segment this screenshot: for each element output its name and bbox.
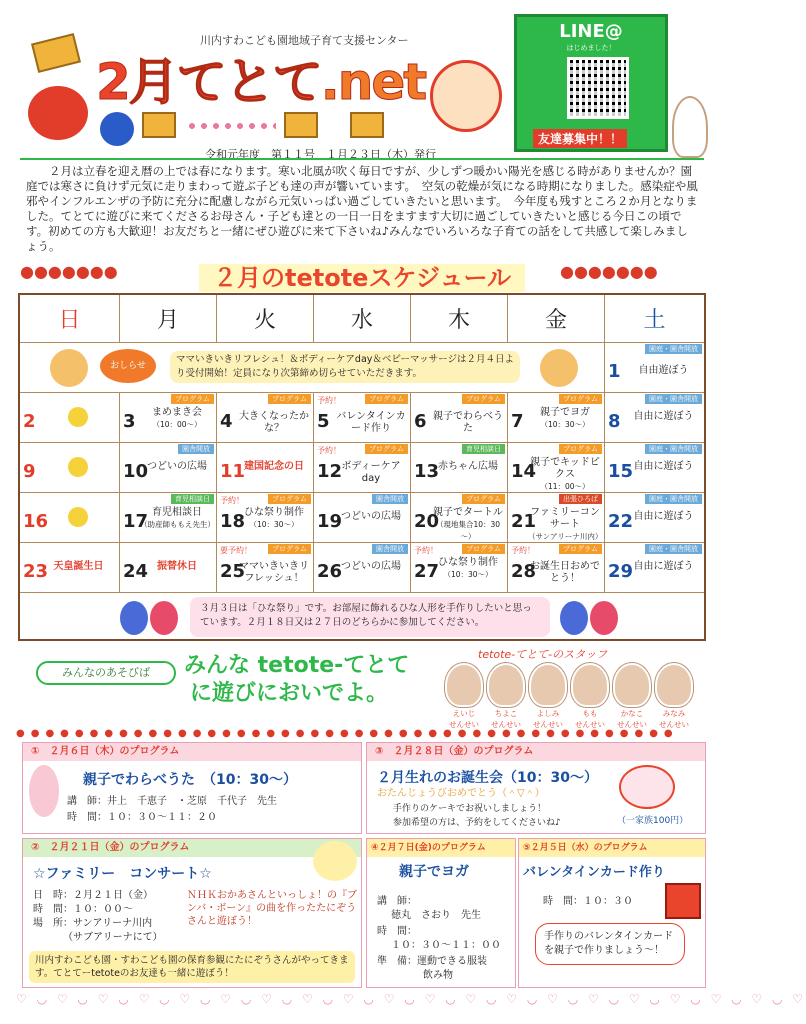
oni-decoration-left: ●●●●●●●	[20, 262, 118, 281]
cal-day	[20, 493, 120, 543]
tag-prog: プログラム	[462, 494, 505, 504]
day-number: 3	[123, 411, 136, 432]
schedule-title	[0, 258, 724, 292]
event-label	[237, 461, 311, 473]
cal-day	[120, 443, 217, 493]
event-title: 天皇誕生日	[53, 561, 104, 572]
program-2-bottom: 川内すわこども園・すわこども園の保育参観にたにぞうさんがやってきます。てとてーtetoteのお友達も一緒に遊ぼう！	[29, 951, 355, 983]
rabbit-band-decoration: ♡ ◡ ♡ ◡ ♡ ◡ ♡ ◡ ♡ ◡ ♡ ◡ ♡ ◡ ♡ ◡ ♡ ◡ ♡ ◡ ♡ ◡ ♡ ◡ ♡ ◡ ♡ ◡ ♡ ◡ ♡ ◡ ♡ ◡ ♡ ◡ ♡ ◡ ♡	[16, 992, 806, 1006]
cal-day	[411, 493, 508, 543]
tag-prog: プログラム	[559, 544, 602, 554]
cal-day	[605, 393, 704, 443]
staff-title: tetote-てとて-のスタッフ	[478, 648, 608, 661]
event-label	[140, 507, 214, 531]
center-name: 川内すわこども園地域子育て支援センター	[200, 34, 409, 47]
program-2	[22, 838, 362, 988]
event-title: まめまき会	[152, 407, 202, 418]
logo-main: 2月てとて	[96, 53, 321, 111]
event-title: 振替休日	[157, 561, 197, 572]
reservation-note: 予約！	[317, 446, 341, 455]
event-title: ボディーケアday	[341, 461, 401, 484]
day-number: 28	[511, 561, 537, 582]
staff-role: せんせい	[491, 720, 521, 729]
program-4	[366, 838, 516, 988]
hina-cell	[20, 593, 704, 643]
tag-prog: プログラム	[559, 394, 602, 404]
day-number: 10	[123, 461, 149, 482]
program-3-line-2: 参加希望の方は、予約をしてくださいね♪	[393, 818, 561, 828]
day-number: 5	[317, 411, 330, 432]
day-number: 11	[220, 461, 246, 482]
schedule-title-text: ２月のtetoteスケジュール	[199, 264, 525, 292]
tag-prog: プログラム	[559, 444, 602, 454]
chick-icon	[68, 407, 88, 427]
tag-prog: プログラム	[268, 394, 311, 404]
hina-doll-icon	[590, 601, 618, 635]
bean-box-icon	[284, 112, 318, 138]
program-4-line-2: 徳丸 さおり 先生	[391, 910, 481, 921]
tag-open: 園舎開放	[372, 544, 408, 554]
day-fri: 金	[508, 295, 605, 343]
cal-day	[605, 443, 704, 493]
event-title: 親子でわらべうた	[433, 411, 503, 434]
day-number: 13	[414, 461, 440, 482]
tag-prog: プログラム	[268, 544, 311, 554]
bean-box-icon	[142, 112, 176, 138]
event-label	[40, 561, 117, 573]
event-label	[140, 407, 214, 431]
event-title: バレンタインカード作り	[336, 411, 406, 434]
program-2-line-3: 場 所：サンアリーナ川内	[33, 918, 153, 929]
program-5-bubble: 手作りのバレンタインカードを親子で作りましょう～！	[535, 923, 685, 965]
event-label	[140, 461, 214, 473]
cal-day	[605, 493, 704, 543]
cal-day	[20, 393, 120, 443]
program-3-price: （一家族100円）	[617, 816, 689, 826]
program-4-line-5: 準 備：運動できる服装	[377, 956, 487, 967]
cat-icon	[50, 349, 88, 387]
program-2-line-2: 時 間：１０：００～	[33, 904, 133, 915]
staff-member	[612, 663, 652, 729]
cal-day	[411, 393, 508, 443]
cal-day	[605, 343, 704, 393]
event-label	[431, 461, 505, 473]
event-label	[237, 561, 311, 585]
program-5	[518, 838, 706, 988]
calendar-week	[20, 543, 704, 593]
program-1-head: ① ２月６日（木）のプログラム	[23, 743, 361, 761]
program-5-title: バレンタインカード作り	[523, 865, 665, 880]
oni-mascot-icon	[28, 86, 88, 140]
hina-row	[20, 593, 704, 643]
staff-photo	[655, 663, 693, 707]
line-title: LINE@	[559, 21, 623, 42]
event-title: つどいの広場	[341, 511, 401, 522]
event-time: （サンアリーナ川内）	[528, 532, 603, 541]
program-3-line-1: 手作りのケーキでお祝いしましょう！	[393, 804, 547, 814]
staff-name: よしみ	[536, 709, 560, 718]
oni-decoration-right: ●●●●●●●	[560, 262, 658, 281]
reservation-note: 予約！	[220, 496, 244, 505]
day-number: 8	[608, 411, 621, 432]
cal-day	[217, 493, 314, 543]
cal-day	[217, 543, 314, 593]
program-4-title: 親子でヨガ	[399, 864, 469, 880]
event-label	[431, 557, 505, 581]
cal-day	[508, 443, 605, 493]
staff-name: もも	[582, 709, 598, 718]
cal-day	[314, 493, 411, 543]
asobi-line-1: みんな tetote-てとて	[184, 653, 410, 678]
staff-member	[528, 663, 568, 729]
event-title: 親子でヨガ	[540, 407, 590, 418]
qr-code-icon[interactable]	[567, 57, 629, 119]
program-2-line-1: 日 時：２月２１日（金）	[33, 890, 153, 901]
hina-text: ３月３日は「ひな祭り」です。お部屋に飾れるひな人形を手作りしたいと思っています。２月１８日又は２７日のどちらかに参加してください。	[190, 597, 550, 637]
event-time: （10：30～）	[540, 420, 590, 429]
tag-prog: プログラム	[365, 394, 408, 404]
event-time: （10：00～）	[152, 420, 202, 429]
day-number: 14	[511, 461, 537, 482]
logo-net: .net	[320, 53, 426, 111]
cal-day	[411, 543, 508, 593]
tag-open: 園舎開放	[372, 494, 408, 504]
event-time: （10：30～）	[443, 570, 493, 579]
intro-text: ２月は立春を迎え暦の上では春になります。寒い北風が吹く毎日ですが、少しずつ暖かい陽光を感じる時がありませんか？園庭では寒さに負けず元気に走りまわって遊ぶ子ども達の声が響いています。 空気の乾燥が気になる時期になりました。感染症や風邪やインフルエンザの予防に充分に配慮しながら元気いっぱい過ごしていきたいと思います。 今年度も残すところ２か月となりました。てとてに遊びに来てくださるお母さん・子ども達との一日一日をますます大切に過ごしていきたいと感じる今日この頃です。初めての方も大歓迎！お友だちと一緒にぜひ遊びに来て下さいね♪みんなでいろいろな子育ての話をして共感して楽しみましょう。	[20, 158, 704, 250]
program-4-line-3: 時 間：	[377, 926, 417, 937]
staff-name: かなこ	[620, 709, 644, 718]
event-title: ひな祭り制作	[244, 507, 304, 518]
oshirase-badge: おしらせ	[100, 349, 156, 383]
reservation-note: 予約！	[511, 546, 535, 555]
day-number: 2	[23, 411, 36, 432]
day-tue: 火	[217, 295, 314, 343]
day-number: 21	[511, 511, 537, 532]
cal-day	[411, 443, 508, 493]
event-title: ママいきいきリフレッシュ！	[239, 561, 309, 584]
program-2-title: ☆ファミリー コンサート☆	[33, 866, 212, 882]
event-time: （現地集合10：30～）	[435, 520, 501, 541]
oni-band-decoration: ●●●●●●●●●●●●●●●●●●●●●●●●●●●●●●●●●●●●●●●●●●●●●	[16, 728, 679, 739]
staff-member	[570, 663, 610, 729]
asobi-line-2: に遊びにおいでよ。	[190, 681, 389, 706]
issue-line: 令和元年度 第１１号 １月２３日（木）発行	[205, 148, 436, 161]
tag-open: 園庭・園舎開放	[645, 544, 702, 554]
day-number: 9	[23, 461, 36, 482]
program-1-line-2: 時 間：１０：３０～１１：２０	[67, 812, 217, 823]
day-number: 29	[608, 561, 634, 582]
event-time: （助産師ももえ先生）	[140, 520, 215, 529]
calendar-weeks	[20, 393, 704, 593]
reservation-note: 予約！	[317, 396, 341, 405]
cal-day	[508, 493, 605, 543]
event-title: お誕生日おめでとう！	[530, 561, 600, 584]
program-2-head: ② ２月２１日（金）のプログラム	[23, 839, 361, 857]
cal-day	[508, 393, 605, 443]
staff-name: えいじ	[452, 709, 476, 718]
event-label	[334, 561, 408, 573]
cal-day	[508, 543, 605, 593]
event-label	[625, 511, 702, 523]
bear-icon	[540, 349, 578, 387]
program-1-line-1: 講 師：井上 千恵子 ・芝原 千代子 先生	[67, 796, 277, 807]
event-time: （11：00～）	[540, 482, 590, 491]
cal-day	[314, 393, 411, 443]
staff-photo	[613, 663, 651, 707]
event-title: 親子でタートル	[433, 507, 503, 518]
asobi-pill: みんなのあそびば	[36, 661, 176, 685]
day-number: 26	[317, 561, 343, 582]
event-title: 自由に遊ぼう	[633, 511, 694, 522]
day-mon: 月	[120, 295, 217, 343]
dot-decoration	[186, 122, 276, 130]
event-label	[334, 411, 408, 435]
day-wed: 水	[314, 295, 411, 343]
staff-role: せんせい	[575, 720, 605, 729]
event-label	[237, 507, 311, 531]
header	[0, 0, 724, 170]
tag-prog: プログラム	[171, 394, 214, 404]
day-number: 23	[23, 561, 49, 582]
program-4-head: ④２月７日(金)のプログラム	[367, 839, 515, 857]
program-1	[22, 742, 362, 834]
tag-open: 園舎開放	[178, 444, 214, 454]
day-number: 18	[220, 511, 246, 532]
event-title: 赤ちゃん広場	[438, 461, 498, 472]
event-label	[431, 507, 505, 543]
staff-member	[654, 663, 694, 729]
tag-prog: プログラム	[365, 444, 408, 454]
cal-day	[20, 543, 120, 593]
staff-member	[444, 663, 484, 729]
program-2-highlight: ＮＨＫおかあさんといっしょ！の『ブンバ・ボーン』の曲を作ったたにぞうさんと遊ぼう！	[187, 890, 357, 927]
tag-prog: プログラム	[268, 494, 311, 504]
program-1-title: 親子でわらべうた （10：30～）	[83, 772, 297, 788]
tag-open: 園庭・園舎開放	[645, 344, 702, 354]
staff-name: みなみ	[662, 709, 686, 718]
day-number: 19	[317, 511, 343, 532]
program-3-title: ２月生れのお誕生会（10：30～）	[377, 770, 598, 786]
line-promo	[514, 14, 668, 152]
birthday-cake-icon	[619, 765, 675, 809]
blue-oni-icon	[100, 112, 134, 146]
tag-open: 園庭・園舎開放	[645, 444, 702, 454]
day-number: 12	[317, 461, 343, 482]
day-number: 17	[123, 511, 149, 532]
reservation-note: 要予約！	[220, 546, 252, 555]
event-label	[237, 411, 311, 435]
cal-day	[314, 543, 411, 593]
asobi-headline	[184, 652, 409, 708]
event-title: 建国記念の日	[244, 461, 304, 472]
program-4-line-4: １０：３０～１１：００	[391, 940, 501, 951]
cal-day	[314, 443, 411, 493]
day-sat: 土	[605, 295, 704, 343]
tag-consult: 育児相談日	[171, 494, 214, 504]
bean-box-icon	[350, 112, 384, 138]
day-number: 7	[511, 411, 524, 432]
day-number: 1	[608, 361, 621, 382]
hina-doll-icon	[120, 601, 148, 635]
gift-icon	[665, 883, 701, 919]
event-label	[528, 457, 602, 493]
program-3-head: ③ ２月２８日（金）のプログラム	[367, 743, 705, 761]
staff-role: せんせい	[449, 720, 479, 729]
cal-day	[217, 443, 314, 493]
event-label	[334, 461, 408, 485]
event-title: 自由に遊ぼう	[633, 411, 694, 422]
event-label	[528, 507, 602, 543]
program-3	[366, 742, 706, 834]
day-number: 27	[414, 561, 440, 582]
staff-role: せんせい	[617, 720, 647, 729]
calendar	[18, 293, 706, 641]
event-title: 自由に遊ぼう	[633, 461, 694, 472]
cal-day	[120, 543, 217, 593]
event-label	[334, 511, 408, 523]
program-5-head: ⑤２月５日（水）のプログラム	[519, 839, 705, 857]
tag-open: 園庭・園舎開放	[645, 494, 702, 504]
day-number: 22	[608, 511, 634, 532]
program-2-line-4: （サブアリーナにて）	[63, 932, 163, 943]
day-number: 24	[123, 561, 149, 582]
calendar-header	[20, 295, 704, 343]
staff-member	[486, 663, 526, 729]
event-label	[528, 407, 602, 431]
staff-photo	[487, 663, 525, 707]
event-label	[625, 561, 702, 573]
event-label	[528, 561, 602, 585]
staff-role: せんせい	[533, 720, 563, 729]
rabbit-icon	[672, 96, 708, 158]
day-number: 16	[23, 511, 49, 532]
calendar-week	[20, 393, 704, 443]
tag-prog: プログラム	[462, 544, 505, 554]
event-title: 親子でキッドピクス	[530, 457, 600, 480]
day-number: 6	[414, 411, 427, 432]
staff-photo	[445, 663, 483, 707]
day-number: 25	[220, 561, 246, 582]
chick-icon	[68, 457, 88, 477]
program-3-sub: おたんじょうびおめでとう（＾▽＾）	[377, 788, 545, 799]
tag-hiroba: 出張ひろば	[559, 494, 602, 504]
event-label	[625, 411, 702, 423]
event-time: （10：30～）	[249, 520, 299, 529]
musician-icon	[313, 841, 357, 881]
staff-name: ちよこ	[494, 709, 518, 718]
child-eating-icon	[430, 60, 502, 132]
staff-photo	[571, 663, 609, 707]
notice-cell	[20, 343, 605, 393]
day-number: 15	[608, 461, 634, 482]
day-sun: 日	[20, 295, 120, 343]
event-title: 自由に遊ぼう	[633, 561, 694, 572]
cal-day	[120, 393, 217, 443]
program-5-line-1: 時 間：１０：３０	[543, 896, 633, 907]
event-title: ファミリーコンサート	[530, 507, 600, 530]
tag-open: 園庭・園舎開放	[645, 394, 702, 404]
day-number: 4	[220, 411, 233, 432]
calendar-week	[20, 493, 704, 543]
day-thu: 木	[411, 295, 508, 343]
staff-role: せんせい	[659, 720, 689, 729]
day-number: 20	[414, 511, 440, 532]
hina-doll-icon	[150, 601, 178, 635]
staff-photo	[529, 663, 567, 707]
event-label: 自由遊ぼう	[638, 365, 689, 376]
hina-doll-icon	[560, 601, 588, 635]
event-label	[431, 411, 505, 435]
tag-consult: 育児相談日	[462, 444, 505, 454]
cal-day	[120, 493, 217, 543]
chick-icon	[68, 507, 88, 527]
calendar-week	[20, 443, 704, 493]
line-cta: 友達募集中！！	[533, 129, 627, 148]
newsletter-logo	[96, 42, 425, 114]
reservation-note: 予約！	[414, 546, 438, 555]
program-4-line-6: 飲み物	[423, 970, 453, 981]
tag-prog: プログラム	[462, 394, 505, 404]
notice-row	[20, 343, 704, 393]
cal-day	[605, 543, 704, 593]
event-label	[625, 461, 702, 473]
child-doll-icon	[29, 765, 59, 817]
event-title: つどいの広場	[341, 561, 401, 572]
cal-day	[20, 443, 120, 493]
event-title: つどいの広場	[147, 461, 207, 472]
program-4-line-1: 講 師：	[377, 896, 417, 907]
event-label	[140, 561, 214, 573]
event-title: 大きくなったかな？	[239, 411, 309, 434]
event-title: ひな祭り制作	[438, 557, 498, 568]
cal-day	[217, 393, 314, 443]
bean-box-icon	[31, 33, 81, 73]
line-sub: はじめました！	[566, 44, 616, 52]
notice-text: ママいきいきリフレシュ！＆ボディーケアday＆ベビーマッサージは２月４日より受付開始！定員になり次第締め切らせていただきます。	[170, 351, 520, 383]
event-title: 育児相談日	[152, 507, 202, 518]
